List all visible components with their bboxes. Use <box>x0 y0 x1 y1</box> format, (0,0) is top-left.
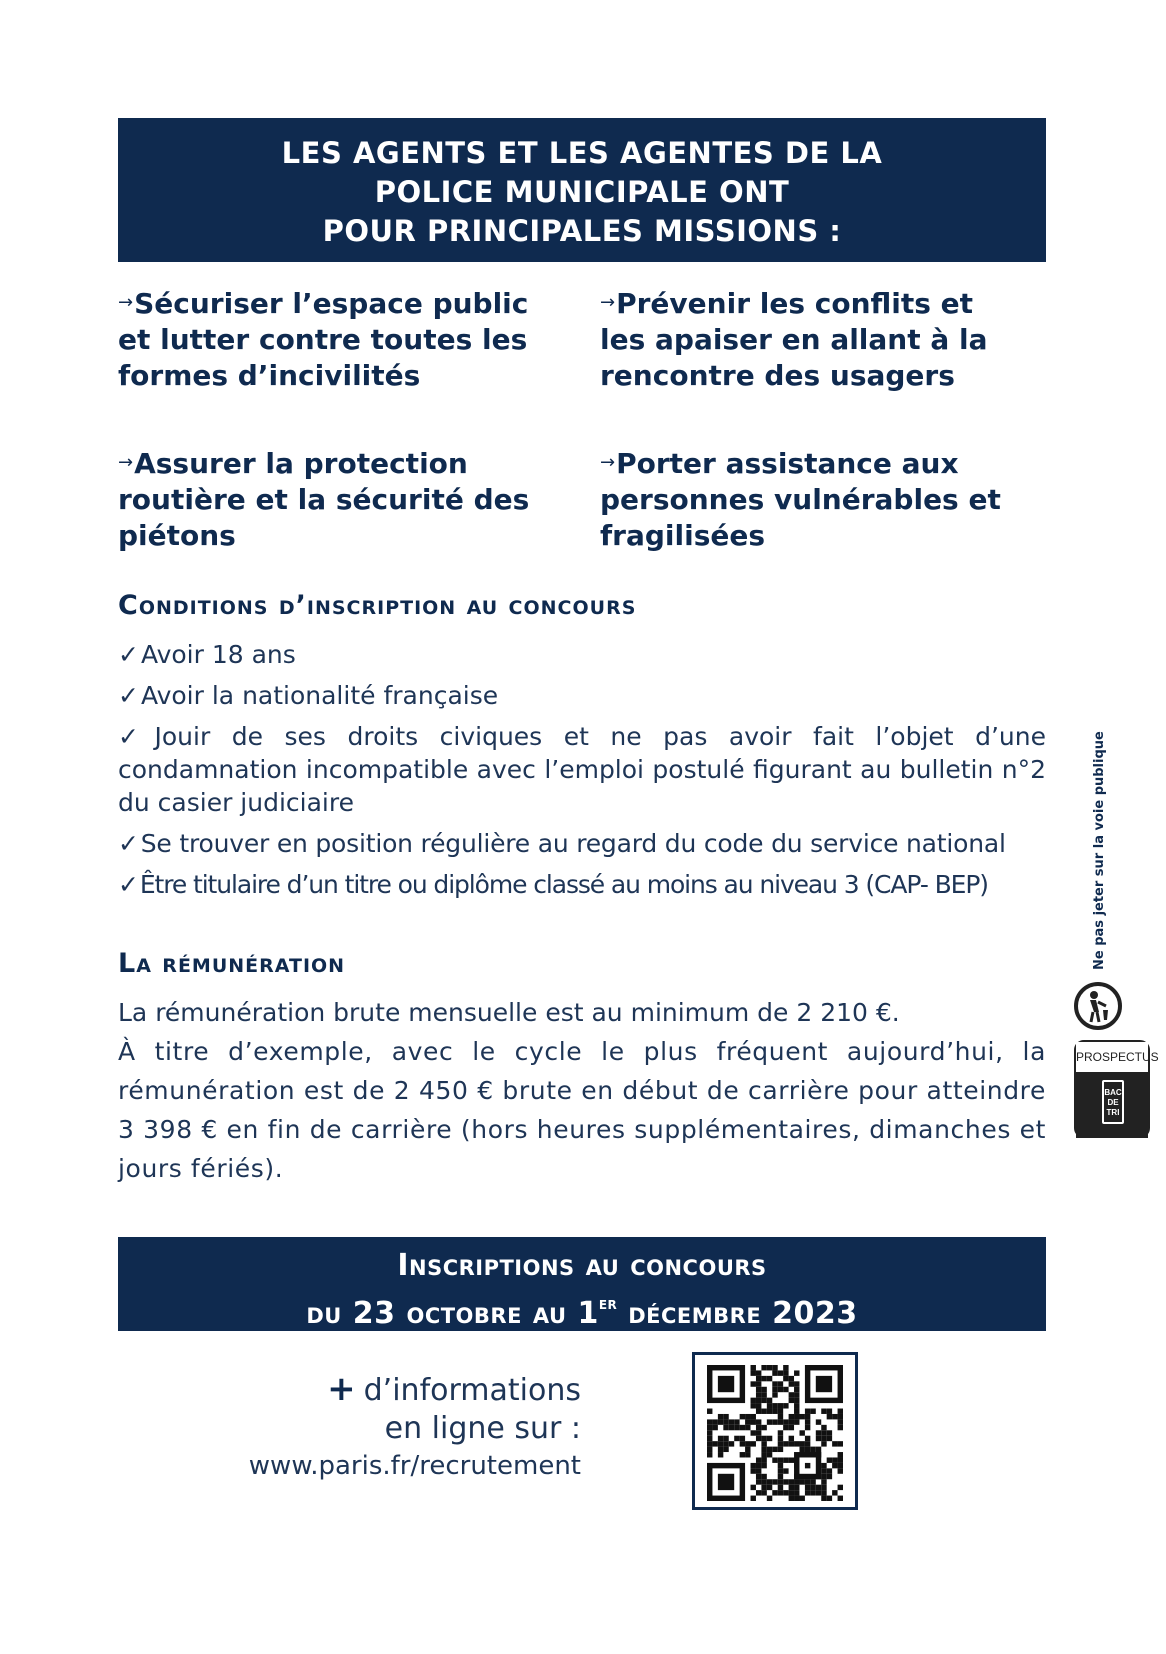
sorting-bin-icon <box>1102 1080 1124 1124</box>
mission-text: Porter assistance aux <box>616 447 959 480</box>
remuneration-text <box>118 993 1046 1188</box>
prospectus-label: PROSPECTUS <box>1076 1042 1148 1072</box>
arrow-icon: → <box>118 292 134 313</box>
mission-text: personnes vulnérables et <box>600 483 1001 516</box>
list-item <box>118 679 1046 712</box>
remuneration-paragraph: À titre d’exemple, avec le cycle le plus fréquent aujourd’hui, la rémunération est de 2 450 € brute en début de carrière pour atteindre 3 398 € en fin de carrière (hors heures supplémentaires, dimanches et jours fériés). <box>118 1037 1046 1183</box>
qr-code <box>692 1352 858 1510</box>
do-not-litter-notice: Ne pas jeter sur la voie publique <box>1092 731 1107 970</box>
prospectus-sorting-logo <box>1074 1040 1159 1138</box>
inscriptions-line2 <box>118 1285 1046 1333</box>
condition-text: Avoir 18 ans <box>140 640 296 669</box>
mission-text: et lutter contre toutes les <box>118 323 528 356</box>
plus-icon: + <box>327 1369 356 1409</box>
arrow-icon: → <box>600 452 616 473</box>
info-text: d’informations <box>363 1373 581 1408</box>
checkmark-icon: ✓ <box>118 829 139 858</box>
mission-text: Assurer la protection <box>134 447 468 480</box>
date-text: décembre 2023 <box>617 1296 858 1331</box>
mission-text: fragilisées <box>600 519 766 552</box>
list-item <box>118 868 1046 901</box>
checkmark-icon: ✓ <box>118 722 153 751</box>
bin-label: BAC <box>1104 1088 1122 1097</box>
list-item <box>118 720 1046 819</box>
mission-text: formes d’incivilités <box>118 359 421 392</box>
banner-line: POLICE MUNICIPALE ONT <box>374 175 790 209</box>
bin-label: TRI <box>1106 1108 1120 1117</box>
recruitment-link[interactable]: www.paris.fr/recrutement <box>248 1451 581 1481</box>
date-sup: er <box>598 1294 618 1314</box>
mission-text: Prévenir les conflits et <box>616 287 974 320</box>
date-text: du 23 octobre au 1 <box>306 1296 599 1331</box>
condition-text: Jouir de ses droits civiques et ne pas avoir fait l’objet d’une condamnation incompatible avec l’emploi postulé figurant au bulletin n°2 du casier judiciaire <box>118 722 1046 817</box>
condition-text: Avoir la nationalité française <box>140 681 499 710</box>
more-info <box>249 1370 581 1484</box>
mission-prevent-conflicts <box>600 285 1020 394</box>
banner-line: POUR PRINCIPALES MISSIONS : <box>322 214 842 248</box>
remuneration-title: La rémunération <box>118 948 346 979</box>
list-item <box>118 827 1046 860</box>
missions-header-banner <box>118 118 1046 262</box>
condition-text: Être titulaire d’un titre ou diplôme classé au moins au niveau 3 (CAP- BEP) <box>139 870 988 899</box>
inscriptions-line1: Inscriptions au concours <box>397 1248 767 1283</box>
list-item <box>118 638 1046 671</box>
mission-text: rencontre des usagers <box>600 359 955 392</box>
mission-road-protection <box>118 445 538 554</box>
info-text: en ligne sur : <box>384 1411 581 1446</box>
qr-code-icon <box>707 1365 843 1501</box>
mission-text: piétons <box>118 519 236 552</box>
checkmark-icon: ✓ <box>118 681 139 710</box>
banner-line: LES AGENTS ET LES AGENTES DE LA <box>281 136 883 170</box>
no-litter-icon <box>1072 980 1124 1032</box>
mission-text: routière et la sécurité des <box>118 483 530 516</box>
conditions-list <box>118 638 1046 909</box>
checkmark-icon: ✓ <box>118 870 138 899</box>
arrow-icon: → <box>118 452 134 473</box>
arrow-icon: → <box>600 292 616 313</box>
bin-label: DE <box>1107 1098 1119 1107</box>
remuneration-paragraph: La rémunération brute mensuelle est au minimum de 2 210 €. <box>118 998 900 1027</box>
mission-text: Sécuriser l’espace public <box>134 287 529 320</box>
condition-text: Se trouver en position régulière au regard du code du service national <box>140 829 1006 858</box>
mission-assist-vulnerable <box>600 445 1020 554</box>
inscriptions-banner <box>118 1237 1046 1331</box>
checkmark-icon: ✓ <box>118 640 139 669</box>
conditions-title: Conditions d’inscription au concours <box>118 590 637 621</box>
mission-secure-public-space <box>118 285 538 394</box>
mission-text: les apaiser en allant à la <box>600 323 988 356</box>
